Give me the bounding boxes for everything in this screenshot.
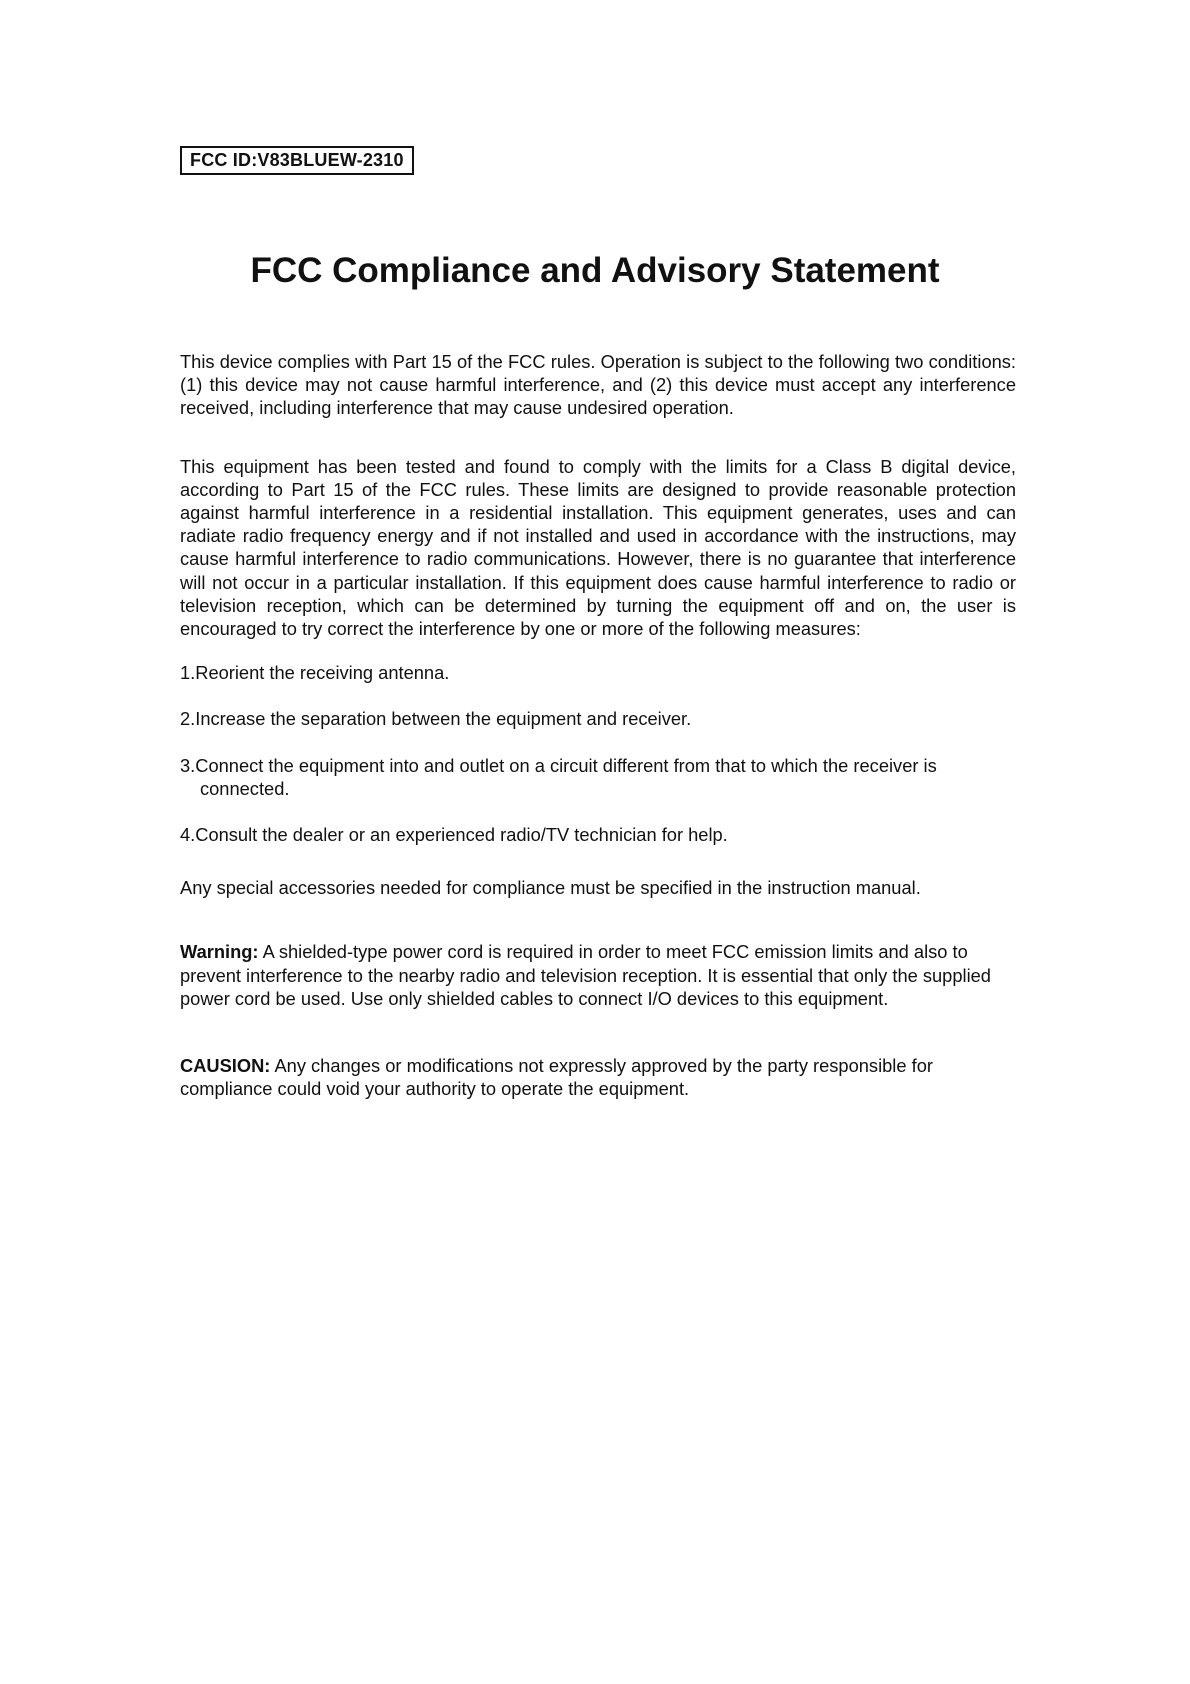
warning-text: A shielded-type power cord is required in order to meet FCC emission limits and also to prevent interference to the nearby radio and television reception. It is essential that only the supplied power cord be used. Use only shielded cables to connect I/O devices to this equipment. (180, 941, 991, 1009)
measure-item: 1.Reorient the receiving antenna. (180, 662, 450, 684)
caution-text: Any changes or modifications not expressly approved by the party responsible for compliance could void your authority to operate the equipment. (180, 1055, 933, 1100)
document-body (180, 350, 1016, 1100)
fcc-id-label: FCC ID:V83BLUEW-2310 (180, 146, 414, 175)
warning-paragraph (180, 940, 1016, 1010)
compliance-paragraph: This device complies with Part 15 of the FCC rules. Operation is subject to the following two conditions:(1) this device may not cause harmful interference, and (2) this device must accept any interference received, including interference that may cause undesired operation. (180, 351, 1016, 419)
measure-item: 2.Increase the separation between the equipment and receiver. (180, 708, 692, 730)
measure-item: 3.Connect the equipment into and outlet on a circuit different from that to which the receiver is connected. (180, 754, 937, 799)
measures-list (180, 661, 1016, 846)
measure-item: 4.Consult the dealer or an experienced radio/TV technician for help. (180, 824, 728, 846)
warning-label: Warning: (180, 941, 259, 963)
page-title: FCC Compliance and Advisory Statement (250, 251, 940, 290)
caution-paragraph (180, 1054, 1016, 1100)
caution-label: CAUSION: (180, 1055, 271, 1077)
class-b-paragraph: This equipment has been tested and found to comply with the limits for a Class B digital device, according to Part 15 of the FCC rules. These limits are designed to provide reasonable protection against harmful interference in a residential installation. This equipment generates, uses and can radiate radio frequency energy and if not installed and used in accordance with the instructions, may cause harmful interference to radio communications. However, there is no guarantee that interference will not occur in a particular installation. If this equipment does cause harmful interference to radio or television reception, which can be determined by turning the equipment off and on, the user is encouraged to try correct the interference by one or more of the following measures: (180, 455, 1016, 640)
accessories-paragraph: Any special accessories needed for compliance must be specified in the instruction manual. (180, 877, 921, 899)
